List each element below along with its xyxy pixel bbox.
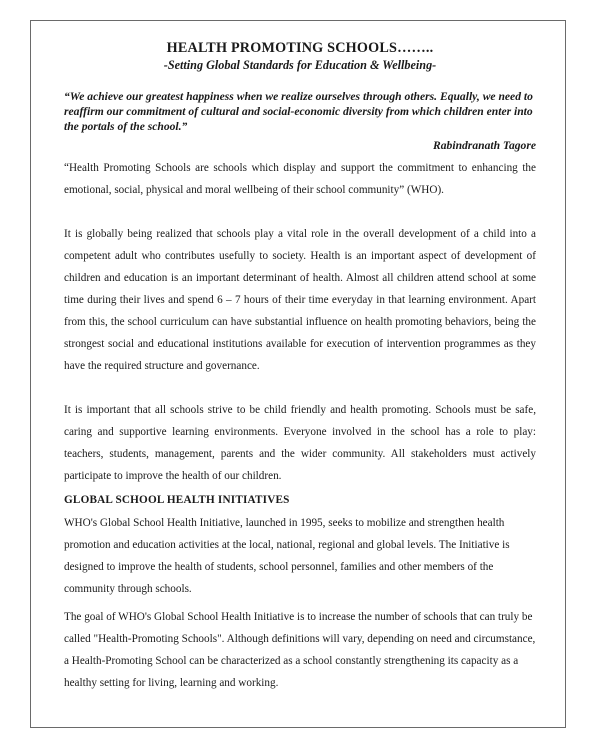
paragraph-child-friendly: It is important that all schools strive to be child friendly and health promoting. Schools must be safe, caring and supportive learning environments. Everyone involved in the school has a role to play: teachers, students, management, parents and the wider community. All stakeholders must actively participate to improve the health of our children. xyxy=(64,404,536,482)
epigraph-author: Rabindranath Tagore xyxy=(433,139,536,152)
document-subtitle: -Setting Global Standards for Education & Wellbeing- xyxy=(163,58,437,72)
section-heading: GLOBAL SCHOOL HEALTH INITIATIVES xyxy=(64,494,290,506)
paragraph-initiative-launch: WHO's Global School Health Initiative, launched in 1995, seeks to mobilize and strengthen health promotion and education activities at the local, national, regional and global levels. The Initiative is designed to improve the health of students, school personnel, families and other members of the community through schools. xyxy=(64,517,510,595)
epigraph-quote: “We achieve our greatest happiness when we realize ourselves through others. Equally, we need to reaffirm our commitment of cultural and social-economic diversity from which children enter into the portals of the school.” xyxy=(64,90,533,133)
paragraph-school-role: It is globally being realized that schools play a vital role in the overall development of a child into a competent adult who contributes usefully to society. Health is an important aspect of development of children and education is an important determinant of health. Almost all children attend school at some time during their lives and spend 6 – 7 hours of their time everyday in that learning environment. Apart from this, the school curriculum can have substantial influence on health promoting behaviors, being the strongest social and educational institutions available for execution of intervention programmes as they have the required structure and governance. xyxy=(64,228,536,372)
document-title: HEALTH PROMOTING SCHOOLS…….. xyxy=(166,40,434,56)
paragraph-who-definition: “Health Promoting Schools are schools which display and support the commitment to enhancing the emotional, social, physical and moral wellbeing of their school community” (WHO). xyxy=(64,162,536,196)
document-body xyxy=(64,40,536,694)
paragraph-initiative-goal: The goal of WHO's Global School Health Initiative is to increase the number of schools that can truly be called "Health-Promoting Schools". Although definitions will vary, depending on need and circumstance, a Health-Promoting School can be characterized as a school constantly strengthening its capacity as a healthy setting for living, learning and working. xyxy=(64,611,536,689)
